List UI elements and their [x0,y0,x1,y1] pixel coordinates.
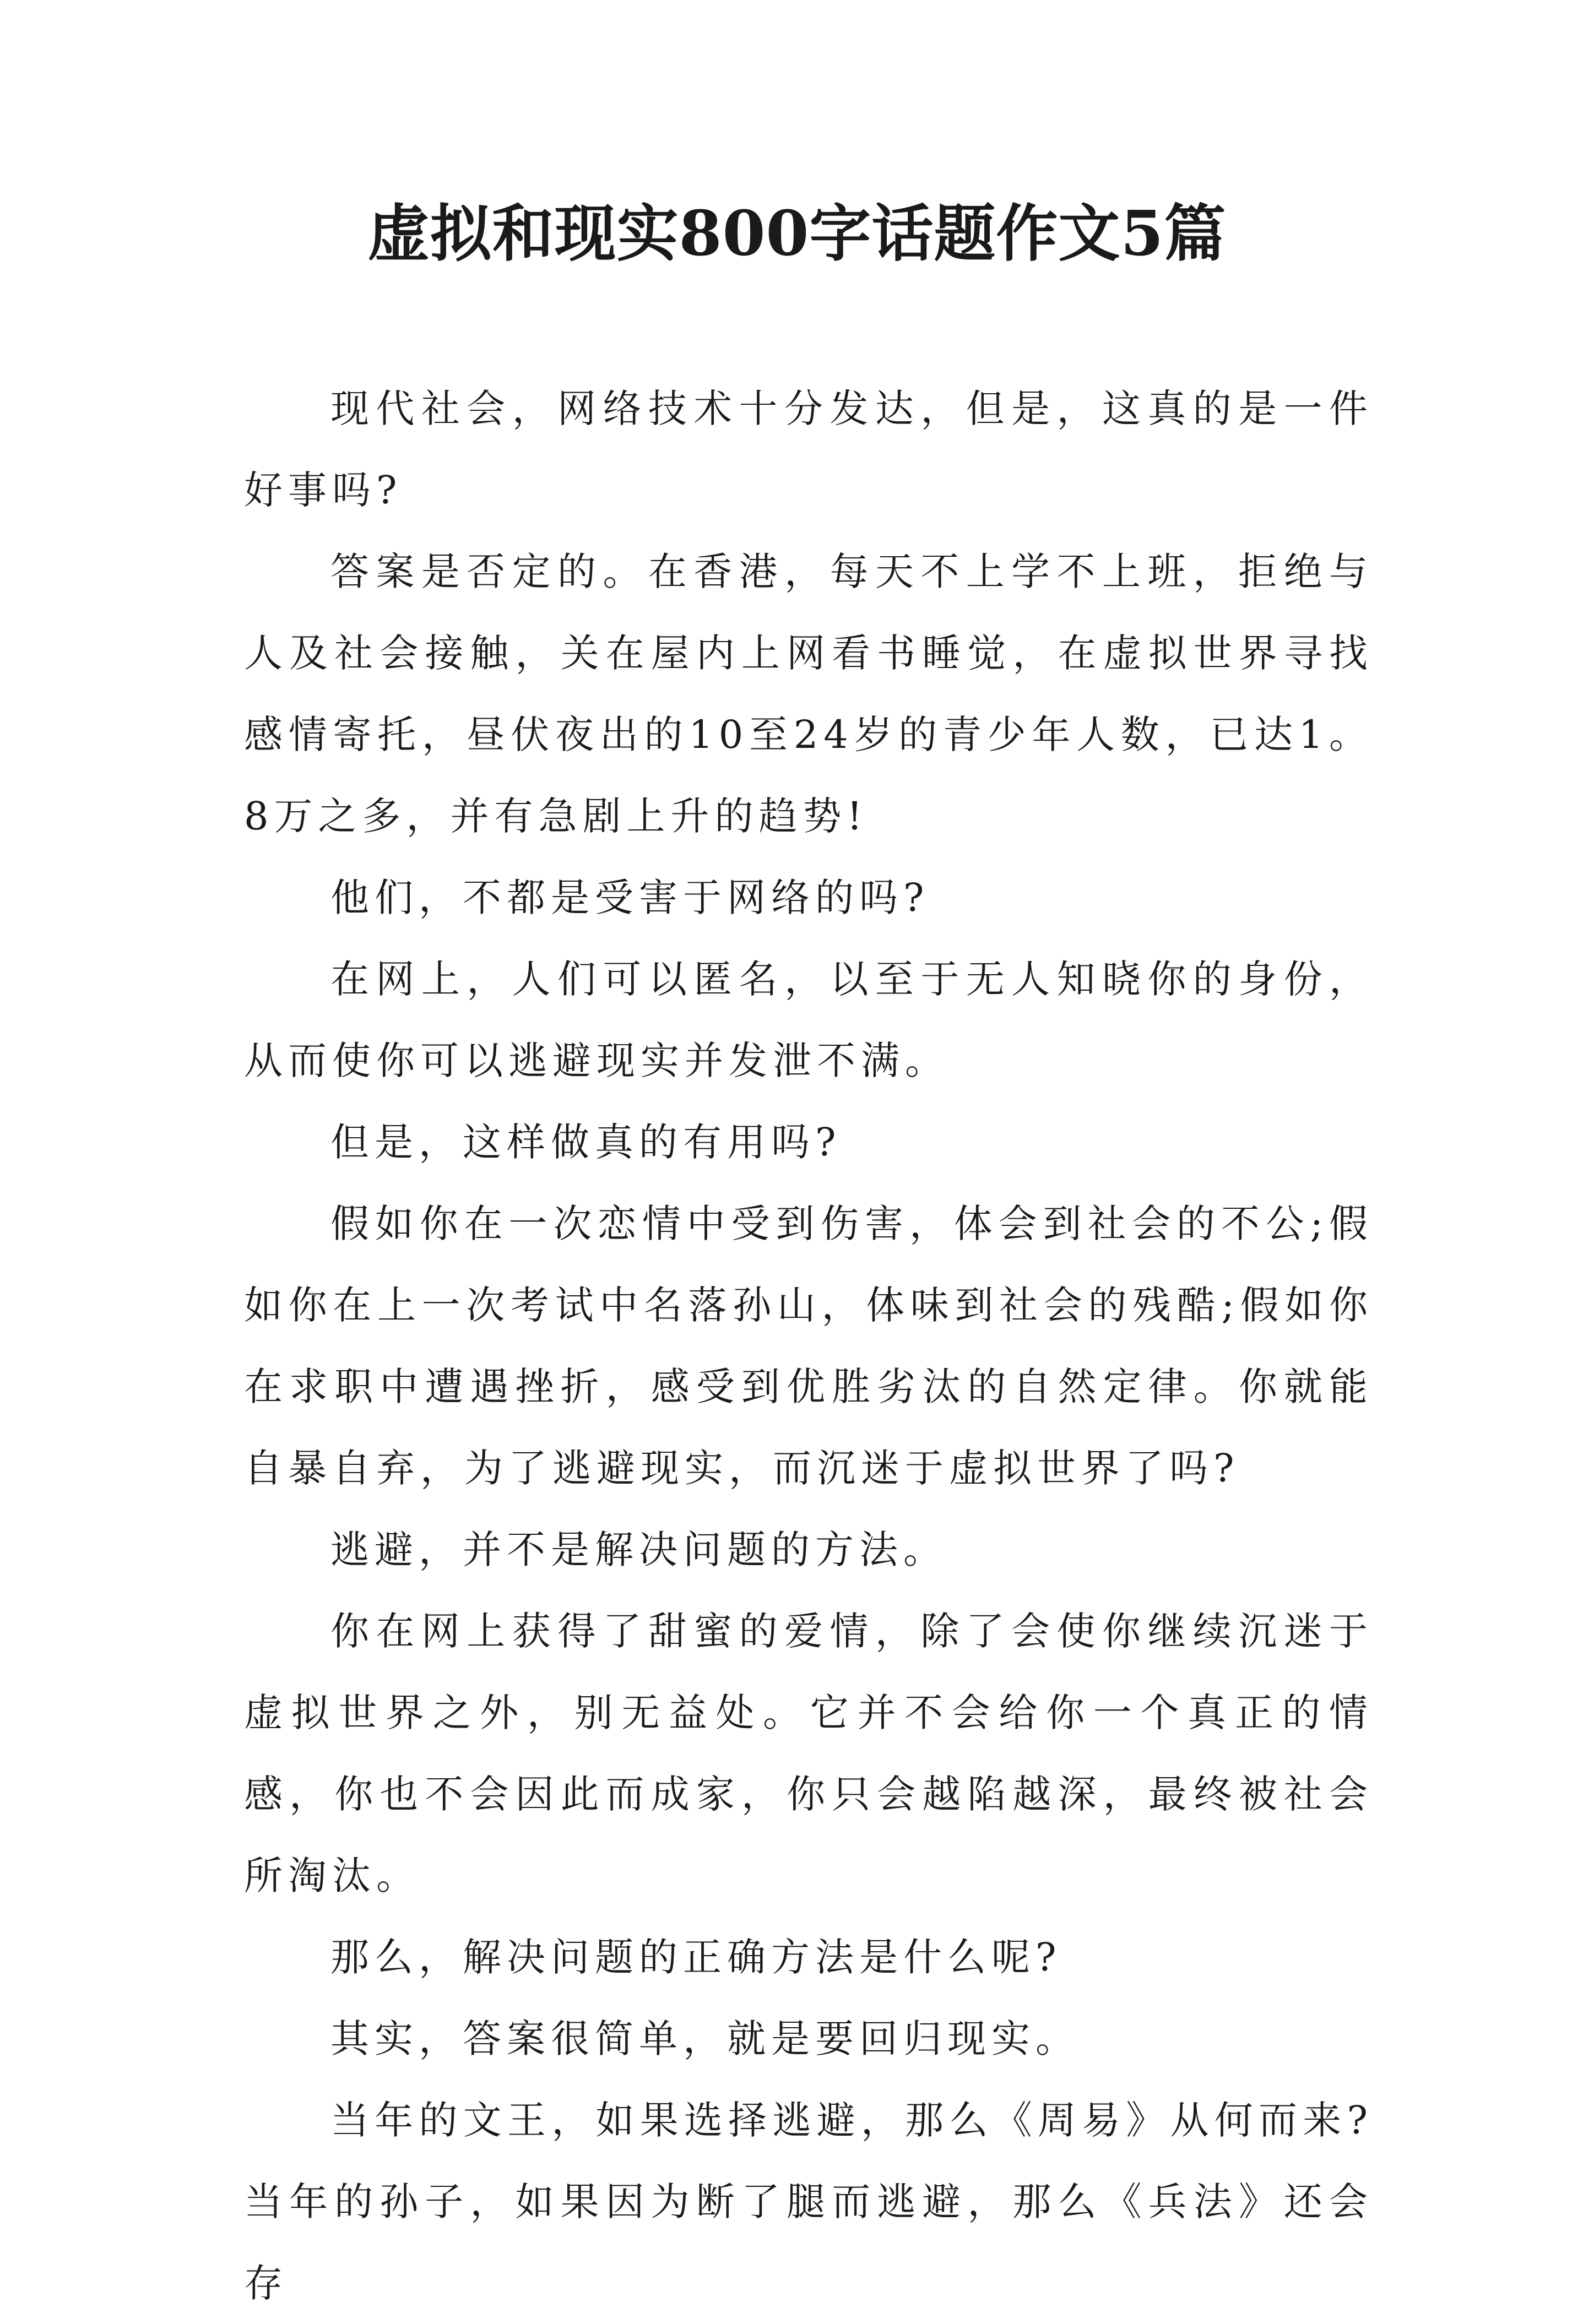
paragraph: 你在网上获得了甜蜜的爱情，除了会使你继续沉迷于虚拟世界之外，别无益处。它并不会给你一个真正的情感，你也不会因此而成家，你只会越陷越深，最终被社会所淘汰。 [244,1609,1373,1898]
document-body [244,368,1373,2324]
paragraph: 假如你在一次恋情中受到伤害，体会到社会的不公;假如你在上一次考试中名落孙山，体味到社会的残酷;假如你在求职中遭遇挫折，感受到优胜劣汰的自然定律。你就能自暴自弃，为了逃避现实，而沉迷于虚拟世界了吗? [244,1201,1373,1491]
paragraph: 那么，解决问题的正确方法是什么呢? [330,1935,1062,1980]
document-title: 虚拟和现实800字话题作文5篇 [367,198,1227,270]
paragraph: 在网上，人们可以匿名，以至于无人知晓你的身份，从而使你可以逃避现实并发泄不满。 [244,957,1373,1083]
paragraph: 其实，答案很简单，就是要回归现实。 [330,2016,1080,2061]
paragraph: 答案是否定的。在香港，每天不上学不上班，拒绝与人及社会接触，关在屋内上网看书睡觉，在虚拟世界寻找感情寄托，昼伏夜出的10至24岁的青少年人数，已达1。8万之多，并有急剧上升的趋势! [244,549,1373,839]
paragraph: 他们，不都是受害于网络的吗? [330,875,930,920]
paragraph: 但是，这样做真的有用吗? [330,1120,842,1165]
paragraph: 现代社会，网络技术十分发达，但是，这真的是一件好事吗? [244,386,1373,513]
paragraph: 逃避，并不是解决问题的方法。 [330,1527,947,1572]
paragraph: 当年的文王，如果选择逃避，那么《周易》从何而来?当年的孙子，如果因为断了腿而逃避，那么《兵法》还会存 [244,2098,1373,2306]
